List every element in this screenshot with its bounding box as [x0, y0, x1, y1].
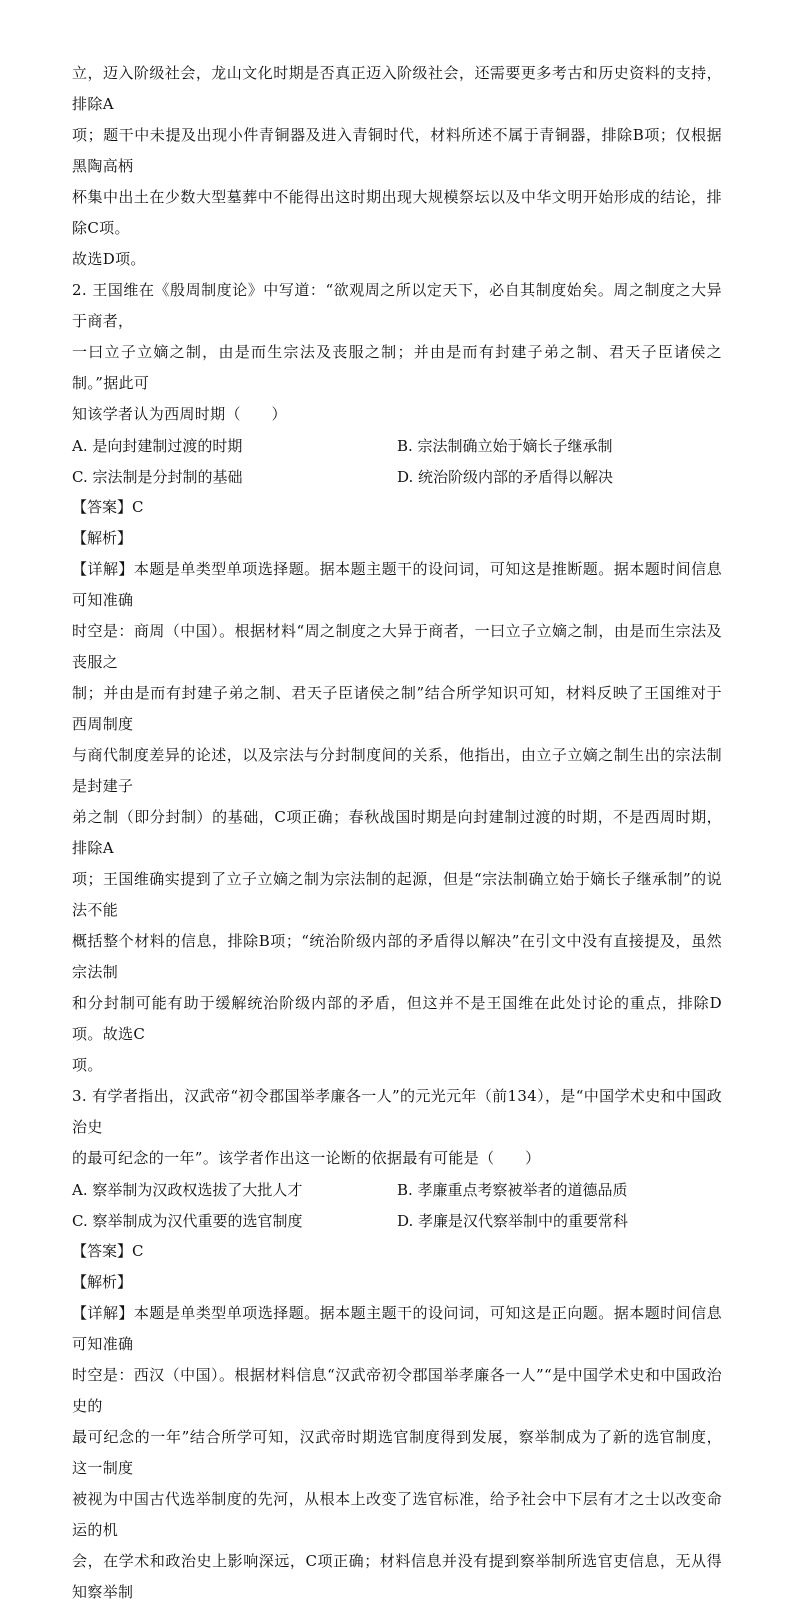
detail-line: 会，在学术和政治史上影响深远，C项正确；材料信息并没有提到察举制所选官吏信息，无从得知察举制 [72, 1552, 722, 1601]
detail-line: 时空是：商周（中国）。根据材料“周之制度之大异于商者，一曰立子立嫡之制，由是而生宗法及丧服之 [72, 622, 722, 671]
detail-line: 项；王国维确实提到了立子立嫡之制为宗法制的起源，但是“宗法制确立始于嫡长子继承制”的说法不能 [72, 870, 722, 919]
detail-line: 和分封制可能有助于缓解统治阶级内部的矛盾，但这并不是王国维在此处讨论的重点，排除D项。故选C [72, 994, 722, 1043]
previous-explanation-continuation [72, 58, 722, 275]
question-stem-line: 知该学者认为西周时期（ ） [72, 405, 287, 423]
options-row [72, 430, 722, 461]
question-3 [72, 1081, 722, 1608]
option-b: B. 宗法制确立始于嫡长子继承制 [397, 437, 613, 455]
detail-line: 与商代制度差异的论述，以及宗法与分封制度间的关系，他指出，由立子立嫡之制生出的宗法制是封建子 [72, 746, 722, 795]
text-line: 故选D项。 [72, 250, 146, 268]
detail-line: 【详解】本题是单类型单项选择题。据本题主题干的设问词，可知这是推断题。据本题时间信息可知准确 [72, 560, 722, 609]
text-line: 杯集中出土在少数大型墓葬中不能得出这时期出现大规模祭坛以及中华文明开始形成的结论，排除C项。 [72, 188, 722, 237]
option-a: A. 是向封建制过渡的时期 [72, 437, 243, 455]
text-line: 立，迈入阶级社会，龙山文化时期是否真正迈入阶级社会，还需要更多考古和历史资料的支持，排除A [72, 64, 722, 113]
detail-line: 制；并由是而有封建子弟之制、君天子臣诸侯之制”结合所学知识可知，材料反映了王国维对于西周制度 [72, 684, 722, 733]
detail-line: 【详解】本题是单类型单项选择题。据本题主题干的设问词，可知这是正向题。据本题时间信息可知准确 [72, 1304, 722, 1353]
analysis-label: 【解析】 [72, 1273, 133, 1291]
detail-line: 概括整个材料的信息，排除B项；“统治阶级内部的矛盾得以解决”在引文中没有直接提及，虽然宗法制 [72, 932, 722, 981]
detail-line: 最可纪念的一年”结合所学可知，汉武帝时期选官制度得到发展，察举制成为了新的选官制度，这一制度 [72, 1428, 722, 1477]
question-stem-line: 的最可纪念的一年”。该学者作出这一论断的依据最有可能是（ ） [72, 1149, 541, 1167]
detail-line: 时空是：西汉（中国）。根据材料信息“汉武帝初令郡国举孝廉各一人”“是中国学术史和中国政治史的 [72, 1366, 722, 1415]
answer-label: 【答案】C [72, 498, 144, 516]
option-d: D. 孝廉是汉代察举制中的重要常科 [397, 1212, 629, 1230]
question-stem-line: 2. 王国维在《殷周制度论》中写道：“欲观周之所以定天下，必自其制度始矣。周之制度之大异于商者， [72, 281, 722, 330]
options-row [72, 1205, 722, 1236]
option-a: A. 察举制为汉政权选拔了大批人才 [72, 1181, 303, 1199]
detail-line: 项。 [72, 1056, 103, 1074]
options-row [72, 1174, 722, 1205]
analysis-label: 【解析】 [72, 529, 133, 547]
detail-line: 弟之制（即分封制）的基础，C项正确；春秋战国时期是向封建制过渡的时期，不是西周时期，排除A [72, 808, 722, 857]
question-2 [72, 275, 722, 1081]
option-b: B. 孝廉重点考察被举者的道德品质 [397, 1181, 628, 1199]
detail-line: 被视为中国古代选举制度的先河，从根本上改变了选官标准，给予社会中下层有才之士以改变命运的机 [72, 1490, 722, 1539]
document-page [72, 58, 722, 1608]
question-stem-line: 一曰立子立嫡之制，由是而生宗法及丧服之制；并由是而有封建子弟之制、君天子臣诸侯之制。”据此可 [72, 343, 722, 392]
answer-label: 【答案】C [72, 1242, 144, 1260]
text-line: 项；题干中未提及出现小件青铜器及进入青铜时代，材料所述不属于青铜器，排除B项；仅根据黑陶高柄 [72, 126, 722, 175]
question-stem-line: 3. 有学者指出，汉武帝“初令郡国举孝廉各一人”的元光元年（前134），是“中国学术史和中国政治史 [72, 1087, 722, 1136]
options-row [72, 461, 722, 492]
option-c: C. 察举制成为汉代重要的选官制度 [72, 1212, 303, 1230]
option-d: D. 统治阶级内部的矛盾得以解决 [397, 468, 614, 486]
option-c: C. 宗法制是分封制的基础 [72, 468, 243, 486]
